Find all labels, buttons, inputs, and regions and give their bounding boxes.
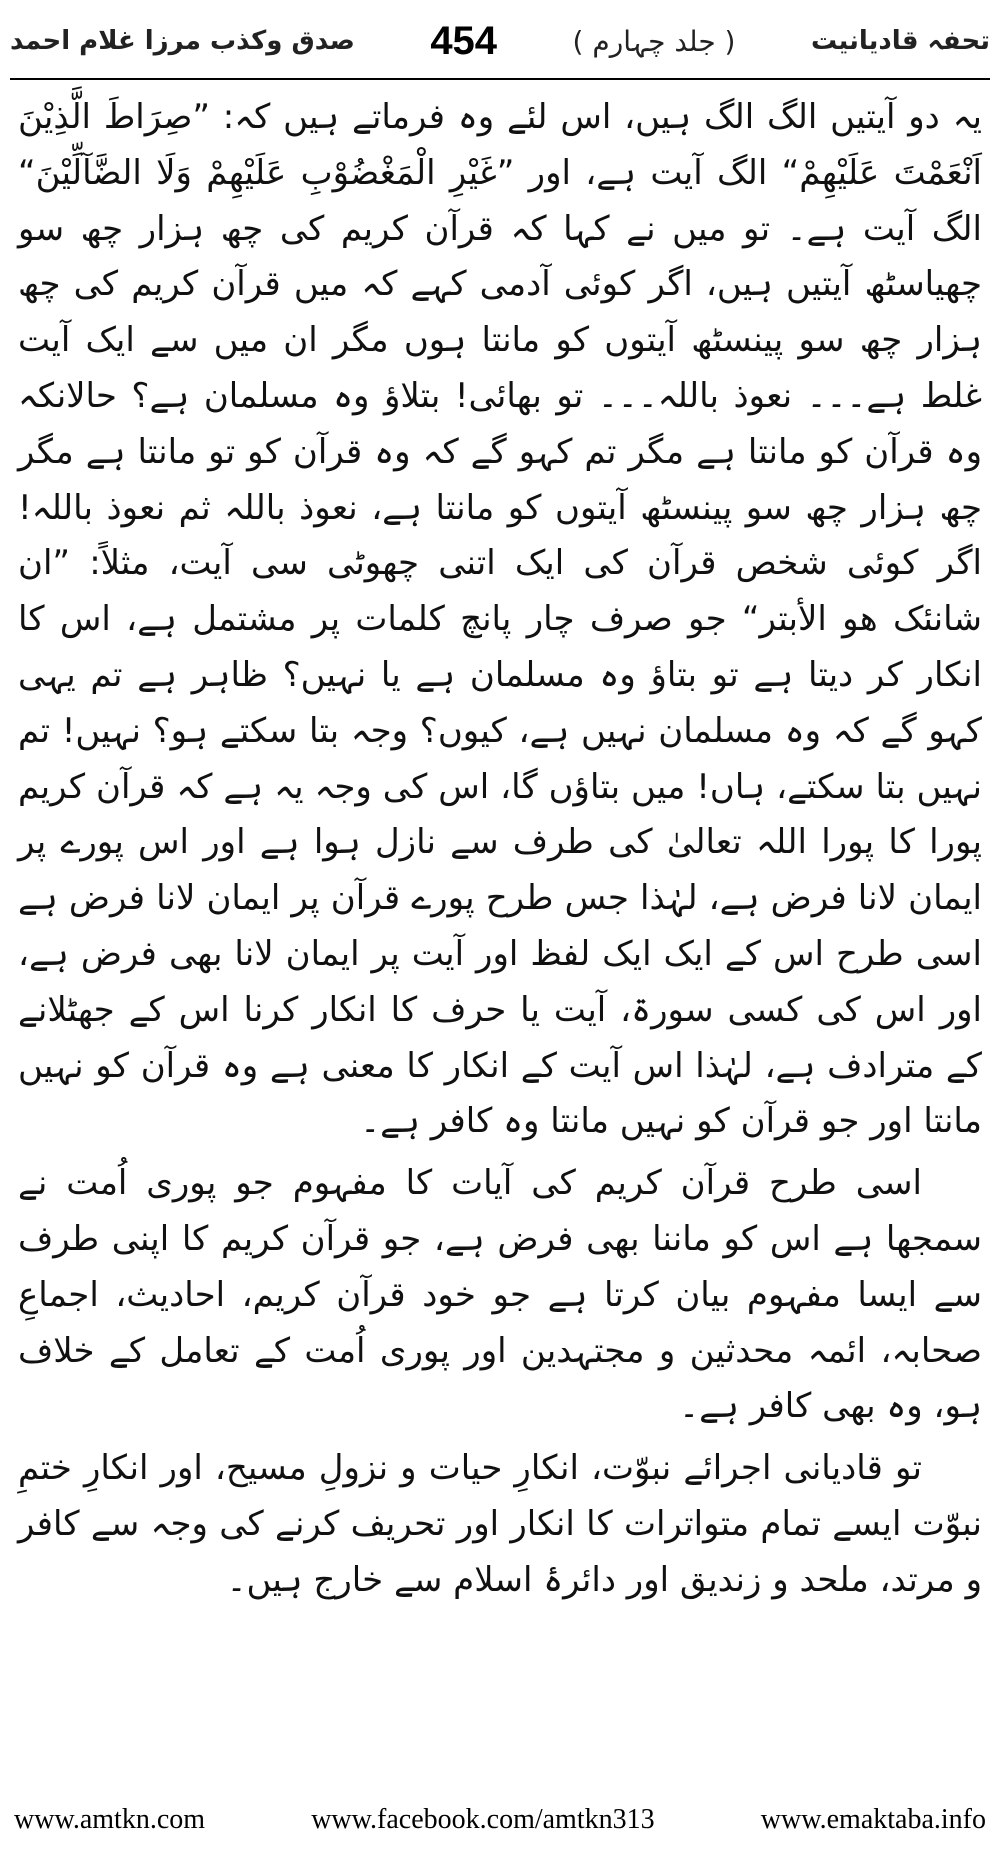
page-footer	[14, 1800, 986, 1840]
body-paragraph: اسی طرح قرآن کریم کی آیات کا مفہوم جو پوری اُمت نے سمجھا ہے اس کو ماننا بھی فرض ہے، جو قرآن کریم کا اپنی طرف سے ایسا مفہوم بیان کرتا ہے جو خود قرآن کریم، احادیث، اجماعِ صحابہ، ائمہ محدثین و مجتہدین اور پوری اُمت کے تعامل کے خلاف ہو، وہ بھی کافر ہے۔	[18, 1163, 982, 1427]
header-book-title: تحفہ قادیانیت	[810, 26, 990, 56]
footer-link-emaktaba[interactable]: www.emaktaba.info	[760, 1804, 986, 1835]
header-divider	[10, 78, 990, 80]
header-volume: ( جلد چہارم )	[572, 24, 736, 58]
footer-link-facebook[interactable]: www.facebook.com/amtkn313	[311, 1804, 655, 1835]
page-body	[18, 90, 982, 1780]
footer-link-amtkn[interactable]: www.amtkn.com	[14, 1804, 206, 1835]
header-left-title: صدق وکذب مرزا غلام احمد	[10, 26, 355, 56]
page-number: 454	[430, 18, 498, 63]
body-paragraph: تو قادیانی اجرائے نبوّت، انکارِ حیات و نزولِ مسیح، اور انکارِ ختمِ نبوّت ایسے تمام متواترات کا انکار اور تحریف کرنے کی وجہ سے کافر و مرتد، ملحد و زندیق اور دائرۂ اسلام سے خارج ہیں۔	[18, 1448, 982, 1600]
body-paragraph: یہ دو آیتیں الگ الگ ہیں، اس لئے وہ فرماتے ہیں کہ: ”صِرَاطَ الَّذِیْنَ اَنْعَمْتَ عَلَیْھِمْ“ الگ آیت ہے، اور ”غَیْرِ الْمَغْضُوْبِ عَلَیْھِمْ وَلَا الضَّآلِّیْنَ“ الگ آیت ہے۔ تو میں نے کہا کہ قرآن کریم کی چھ ہزار چھ سو چھیاسٹھ آیتیں ہیں، اگر کوئی آدمی کہے کہ میں قرآن کریم کی چھ ہزار چھ سو پینسٹھ آیتوں کو مانتا ہوں مگر ان میں سے ایک آیت غلط ہے۔۔۔ نعوذ باللہ۔۔۔ تو بھائی! بتلاؤ وہ مسلمان ہے؟ حالانکہ وہ قرآن کو مانتا ہے مگر تم کہو گے کہ وہ قرآن کو تو مانتا ہے مگر چھ ہزار چھ سو پینسٹھ آیتوں کو مانتا ہے، نعوذ باللہ ثم نعوذ باللہ! اگر کوئی شخص قرآن کی ایک اتنی چھوٹی سی آیت، مثلاً: ”ان شانئک ھو الأبتر“ جو صرف چار پانچ کلمات پر مشتمل ہے، اس کا انکار کر دیتا ہے تو بتاؤ وہ مسلمان ہے یا نہیں؟ ظاہر ہے تم یہی کہو گے کہ وہ مسلمان نہیں ہے، کیوں؟ وجہ بتا سکتے ہو؟ نہیں! تم نہیں بتا سکتے، ہاں! میں بتاؤں گا، اس کی وجہ یہ ہے کہ قرآن کریم پورا کا پورا اللہ تعالیٰ کی طرف سے نازل ہوا ہے اور اس پورے پر ایمان لانا فرض ہے، لہٰذا جس طرح پورے قرآن پر ایمان لانا فرض ہے اسی طرح اس کے ایک ایک لفظ اور آیت پر ایمان لانا بھی فرض ہے، اور اس کی کسی سورۃ، آیت یا حرف کا انکار کرنا اس کے جھٹلانے کے مترادف ہے، لہٰذا اس آیت کے انکار کا معنی ہے وہ قرآن کو نہیں مانتا اور جو قرآن کو نہیں مانتا وہ کافر ہے۔	[18, 97, 982, 1142]
page-header	[10, 10, 990, 72]
